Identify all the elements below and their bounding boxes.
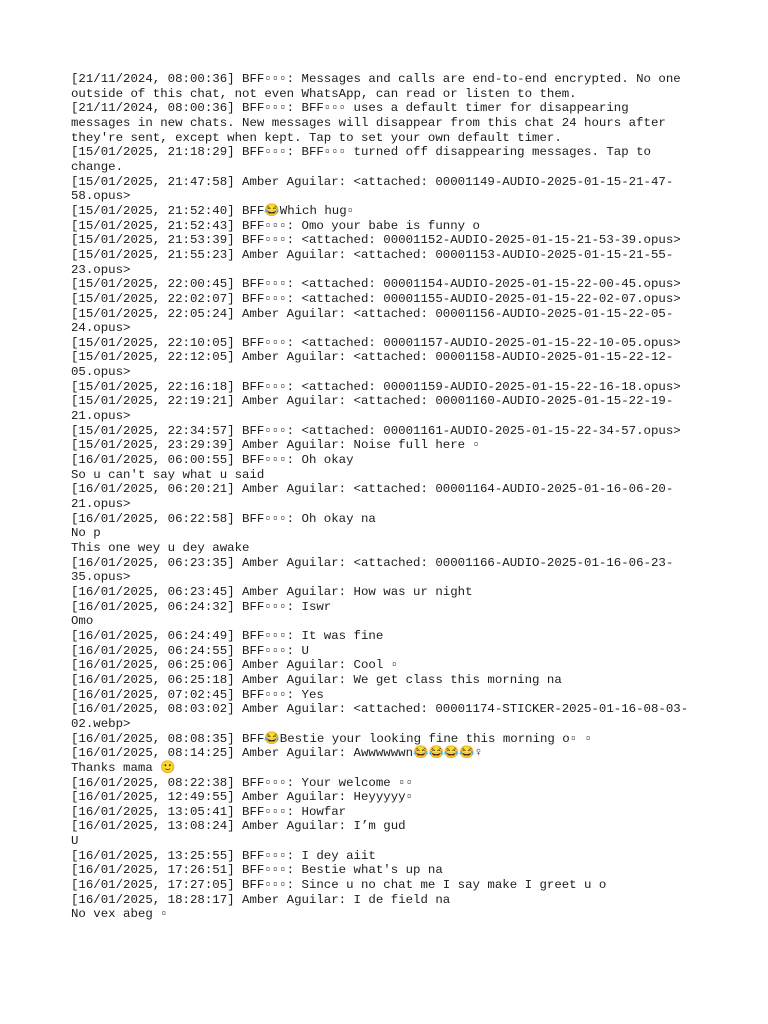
chat-line: [16/01/2025, 12:49:55] Amber Aguilar: Heyyyyy▫ — [71, 790, 414, 805]
chat-line: [15/01/2025, 22:34:57] BFF▫▫▫: <attached: 00001161-AUDIO-2025-01-15-22-34-57.opus> — [71, 423, 681, 438]
chat-line: they're sent, except when kept. Tap to set your own default timer. — [71, 130, 562, 145]
chat-line: messages in new chats. New messages will disappear from this chat 24 hours after — [71, 115, 666, 130]
chat-line: 23.opus> — [71, 262, 131, 277]
chat-line: [16/01/2025, 06:25:18] Amber Aguilar: We get class this morning na — [71, 672, 562, 687]
chat-line: No p — [71, 526, 101, 541]
chat-line: [21/11/2024, 08:00:36] BFF▫▫▫: Messages and calls are end-to-end encrypted. No one — [71, 72, 681, 86]
chat-line: [16/01/2025, 06:20:21] Amber Aguilar: <attached: 00001164-AUDIO-2025-01-16-06-20- — [71, 482, 674, 497]
chat-line: Thanks mama 🙂 — [71, 760, 176, 775]
chat-line: [16/01/2025, 06:22:58] BFF▫▫▫: Oh okay na — [71, 511, 376, 526]
chat-line: 21.opus> — [71, 497, 131, 512]
chat-line: [15/01/2025, 22:19:21] Amber Aguilar: <attached: 00001160-AUDIO-2025-01-15-22-19- — [71, 394, 674, 409]
chat-line: 21.opus> — [71, 409, 131, 424]
chat-line: [16/01/2025, 17:26:51] BFF▫▫▫: Bestie what's up na — [71, 863, 443, 878]
chat-line: [16/01/2025, 07:02:45] BFF▫▫▫: Yes — [71, 687, 324, 702]
chat-line: [16/01/2025, 17:27:05] BFF▫▫▫: Since u no chat me I say make I greet u o — [71, 878, 607, 893]
chat-line: 58.opus> — [71, 189, 131, 204]
chat-line: U — [71, 834, 79, 849]
chat-line: [15/01/2025, 22:05:24] Amber Aguilar: <attached: 00001156-AUDIO-2025-01-15-22-05- — [71, 306, 674, 321]
chat-line: [16/01/2025, 06:25:06] Amber Aguilar: Cool ▫ — [71, 658, 399, 673]
chat-line: [16/01/2025, 13:08:24] Amber Aguilar: I’m gud — [71, 819, 406, 834]
chat-line: [16/01/2025, 06:24:49] BFF▫▫▫: It was fine — [71, 628, 384, 643]
chat-line: [16/01/2025, 06:24:32] BFF▫▫▫: Iswr — [71, 599, 332, 614]
chat-line: [15/01/2025, 22:00:45] BFF▫▫▫: <attached: 00001154-AUDIO-2025-01-15-22-00-45.opus> — [71, 277, 681, 292]
chat-line: change. — [71, 159, 124, 174]
chat-line: [15/01/2025, 21:47:58] Amber Aguilar: <attached: 00001149-AUDIO-2025-01-15-21-47- — [71, 174, 674, 189]
chat-line: 05.opus> — [71, 365, 131, 380]
chat-line: So u can't say what u said — [71, 467, 265, 482]
chat-line: outside of this chat, not even WhatsApp, can read or listen to them. — [71, 86, 577, 101]
chat-line: [15/01/2025, 22:02:07] BFF▫▫▫: <attached: 00001155-AUDIO-2025-01-15-22-02-07.opus> — [71, 291, 681, 306]
chat-line: [15/01/2025, 21:18:29] BFF▫▫▫: BFF▫▫▫ turned off disappearing messages. Tap to — [71, 145, 651, 160]
chat-line: 35.opus> — [71, 570, 131, 585]
chat-line: No vex abeg ▫ — [71, 907, 168, 922]
chat-line: [16/01/2025, 08:22:38] BFF▫▫▫: Your welcome ▫▫ — [71, 775, 414, 790]
chat-line: [16/01/2025, 08:03:02] Amber Aguilar: <attached: 00001174-STICKER-2025-01-16-08-03- — [71, 702, 689, 717]
chat-line: 02.webp> — [71, 716, 131, 731]
chat-line: 24.opus> — [71, 321, 131, 336]
chat-line: [16/01/2025, 06:24:55] BFF▫▫▫: U — [71, 643, 309, 658]
chat-line: [15/01/2025, 22:16:18] BFF▫▫▫: <attached: 00001159-AUDIO-2025-01-15-22-16-18.opus> — [71, 379, 681, 394]
chat-line: [16/01/2025, 06:00:55] BFF▫▫▫: Oh okay — [71, 453, 354, 468]
chat-line: [15/01/2025, 21:52:40] BFF😂Which hug▫ — [71, 203, 355, 218]
chat-line: [16/01/2025, 18:28:17] Amber Aguilar: I de field na — [71, 892, 451, 907]
chat-line: [16/01/2025, 13:25:55] BFF▫▫▫: I dey aiit — [71, 848, 376, 863]
chat-line: [16/01/2025, 06:23:45] Amber Aguilar: How was ur night — [71, 584, 473, 599]
chat-export-text — [71, 72, 751, 922]
chat-line: [16/01/2025, 08:14:25] Amber Aguilar: Awwwwwwn😂😂😂😂♀ — [71, 746, 483, 761]
chat-line: This one wey u dey awake — [71, 541, 250, 555]
chat-line: Omo — [71, 614, 94, 629]
chat-line: [21/11/2024, 08:00:36] BFF▫▫▫: BFF▫▫▫ uses a default timer for disappearing — [71, 101, 629, 116]
chat-line: [15/01/2025, 21:53:39] BFF▫▫▫: <attached: 00001152-AUDIO-2025-01-15-21-53-39.opus> — [71, 233, 681, 248]
chat-line: [16/01/2025, 08:08:35] BFF😂Bestie your looking fine this morning o▫ ▫ — [71, 731, 593, 746]
chat-line: [15/01/2025, 21:52:43] BFF▫▫▫: Omo your babe is funny o — [71, 218, 480, 233]
chat-line: [15/01/2025, 23:29:39] Amber Aguilar: Noise full here ▫ — [71, 438, 480, 453]
chat-line: [16/01/2025, 13:05:41] BFF▫▫▫: Howfar — [71, 804, 347, 819]
chat-line: [15/01/2025, 22:10:05] BFF▫▫▫: <attached: 00001157-AUDIO-2025-01-15-22-10-05.opus> — [71, 335, 681, 350]
chat-line: [16/01/2025, 06:23:35] Amber Aguilar: <attached: 00001166-AUDIO-2025-01-16-06-23- — [71, 555, 674, 570]
chat-line: [15/01/2025, 22:12:05] Amber Aguilar: <attached: 00001158-AUDIO-2025-01-15-22-12- — [71, 350, 674, 365]
chat-line: [15/01/2025, 21:55:23] Amber Aguilar: <attached: 00001153-AUDIO-2025-01-15-21-55- — [71, 247, 674, 262]
